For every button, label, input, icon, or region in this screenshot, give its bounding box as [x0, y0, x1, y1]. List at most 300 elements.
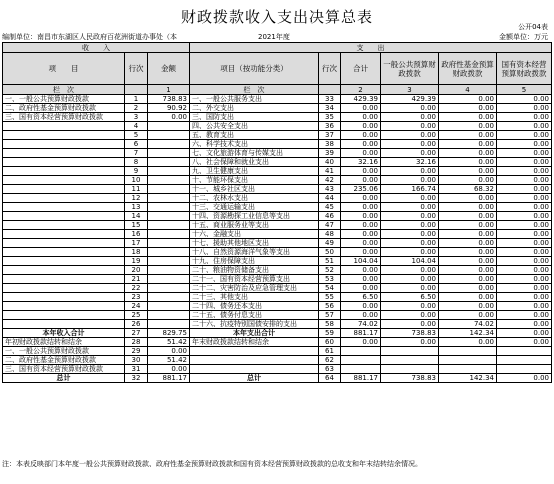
expense-line: 60 — [319, 338, 341, 347]
expense-item: 九、卫生健康支出 — [190, 167, 319, 176]
expense-total: 0.00 — [341, 311, 381, 320]
expense-item: 十一、城乡社区支出 — [190, 185, 319, 194]
general-budget-amount: 738.83 — [381, 374, 439, 383]
expense-total: 881.17 — [341, 329, 381, 338]
general-budget-amount: 0.00 — [381, 311, 439, 320]
expense-line: 57 — [319, 311, 341, 320]
income-item — [3, 293, 125, 302]
state-capital-amount: 0.00 — [497, 104, 552, 113]
general-budget-amount: 0.00 — [381, 275, 439, 284]
table-row — [3, 185, 552, 194]
compiling-unit: 编制单位：南昌市东湖区人民政府百花洲街道办事处（本 — [2, 33, 177, 41]
expense-line: 64 — [319, 374, 341, 383]
expense-line-header: 行次 — [319, 53, 341, 85]
table-row — [3, 266, 552, 275]
general-budget-amount: 166.74 — [381, 185, 439, 194]
expense-item: 十三、交通运输支出 — [190, 203, 319, 212]
income-item — [3, 239, 125, 248]
fund-budget-amount: 0.00 — [439, 212, 497, 221]
expense-total: 0.00 — [341, 131, 381, 140]
fund-budget-amount: 0.00 — [439, 302, 497, 311]
general-budget-amount: 0.00 — [381, 167, 439, 176]
general-budget-header: 一般公共预算财政拨款 — [381, 53, 439, 85]
income-item — [3, 149, 125, 158]
income-line: 30 — [125, 356, 148, 365]
expense-item — [190, 356, 319, 365]
income-item — [3, 221, 125, 230]
grand-total-row — [3, 374, 552, 383]
income-item — [3, 158, 125, 167]
table-row — [3, 257, 552, 266]
expense-line: 46 — [319, 212, 341, 221]
expense-item: 二十六、抗疫特别国债安排的支出 — [190, 320, 319, 329]
income-line: 3 — [125, 113, 148, 122]
expense-item: 十九、住房保障支出 — [190, 257, 319, 266]
expense-line: 47 — [319, 221, 341, 230]
income-item — [3, 257, 125, 266]
expense-item: 十八、自然资源海洋气象等支出 — [190, 248, 319, 257]
income-item — [3, 248, 125, 257]
fund-budget-amount: 0.00 — [439, 140, 497, 149]
expense-total: 0.00 — [341, 284, 381, 293]
income-line: 24 — [125, 302, 148, 311]
income-line: 8 — [125, 158, 148, 167]
expense-item: 年末财政拨款结转和结余 — [190, 338, 319, 347]
expense-line: 34 — [319, 104, 341, 113]
expense-line: 39 — [319, 149, 341, 158]
income-item — [3, 167, 125, 176]
total-row — [3, 329, 552, 338]
table-row — [3, 140, 552, 149]
income-line: 4 — [125, 122, 148, 131]
income-item — [3, 212, 125, 221]
general-budget-amount: 0.00 — [381, 131, 439, 140]
expense-total: 74.02 — [341, 320, 381, 329]
general-budget-amount: 0.00 — [381, 320, 439, 329]
expense-total: 0.00 — [341, 230, 381, 239]
income-line: 9 — [125, 167, 148, 176]
fund-budget-amount: 0.00 — [439, 293, 497, 302]
expense-item: 十七、援助其他地区支出 — [190, 239, 319, 248]
expense-item: 八、社会保障和就业支出 — [190, 158, 319, 167]
expense-total — [341, 347, 381, 356]
general-budget-amount: 0.00 — [381, 221, 439, 230]
income-item — [3, 140, 125, 149]
expense-line: 54 — [319, 284, 341, 293]
fund-budget-amount: 0.00 — [439, 167, 497, 176]
income-item: 本年收入合计 — [3, 329, 125, 338]
expense-item: 二、外交支出 — [190, 104, 319, 113]
expense-item: 十六、金融支出 — [190, 230, 319, 239]
income-amount: 0.00 — [148, 347, 190, 356]
state-capital-amount: 0.00 — [497, 284, 552, 293]
colcap-left: 栏 次 — [3, 85, 125, 95]
expense-line: 59 — [319, 329, 341, 338]
fund-budget-amount: 0.00 — [439, 230, 497, 239]
fund-budget-amount: 0.00 — [439, 311, 497, 320]
income-amount — [148, 158, 190, 167]
income-item: 三、国有资本经营预算财政拨款 — [3, 113, 125, 122]
header-row-sections — [3, 43, 552, 53]
income-item — [3, 185, 125, 194]
state-capital-amount: 0.00 — [497, 113, 552, 122]
income-amount — [148, 185, 190, 194]
income-item: 一、一般公共预算财政拨款 — [3, 347, 125, 356]
state-capital-amount — [497, 356, 552, 365]
expense-item: 本年支出合计 — [190, 329, 319, 338]
income-amount — [148, 140, 190, 149]
expense-line: 45 — [319, 203, 341, 212]
carry-row — [3, 356, 552, 365]
income-amount — [148, 311, 190, 320]
expense-line: 62 — [319, 356, 341, 365]
expense-item: 二十、粮油物资储备支出 — [190, 266, 319, 275]
state-capital-amount: 0.00 — [497, 302, 552, 311]
income-amount — [148, 194, 190, 203]
fund-budget-amount: 142.34 — [439, 329, 497, 338]
state-capital-amount: 0.00 — [497, 311, 552, 320]
state-capital-amount: 0.00 — [497, 176, 552, 185]
income-item — [3, 176, 125, 185]
expense-header: 支 出 — [190, 43, 552, 53]
expense-item: 三、国防支出 — [190, 113, 319, 122]
income-amount: 881.17 — [148, 374, 190, 383]
income-item — [3, 230, 125, 239]
expense-line: 53 — [319, 275, 341, 284]
income-amount — [148, 131, 190, 140]
general-budget-amount: 0.00 — [381, 302, 439, 311]
state-capital-amount: 0.00 — [497, 320, 552, 329]
expense-item-header: 项目（按功能分类） — [190, 53, 319, 85]
state-capital-amount — [497, 347, 552, 356]
state-capital-amount: 0.00 — [497, 248, 552, 257]
expense-total — [341, 356, 381, 365]
state-capital-amount: 0.00 — [497, 212, 552, 221]
income-item: 年初财政拨款结转和结余 — [3, 338, 125, 347]
general-budget-amount: 0.00 — [381, 203, 439, 212]
income-amount — [148, 257, 190, 266]
expense-total: 0.00 — [341, 122, 381, 131]
expense-line: 43 — [319, 185, 341, 194]
expense-total: 0.00 — [341, 248, 381, 257]
fund-budget-amount: 74.02 — [439, 320, 497, 329]
state-capital-amount: 0.00 — [497, 293, 552, 302]
state-capital-amount: 0.00 — [497, 122, 552, 131]
form-number: 公开04表 — [518, 23, 548, 31]
table-row — [3, 221, 552, 230]
income-item — [3, 302, 125, 311]
general-budget-amount: 104.04 — [381, 257, 439, 266]
income-line: 10 — [125, 176, 148, 185]
income-item — [3, 275, 125, 284]
state-capital-header: 国有资本经营预算财政拨款 — [497, 53, 552, 85]
expense-total: 0.00 — [341, 302, 381, 311]
income-amount — [148, 275, 190, 284]
income-amount: 829.75 — [148, 329, 190, 338]
fund-budget-amount: 0.00 — [439, 149, 497, 158]
general-budget-amount: 32.16 — [381, 158, 439, 167]
fund-budget-amount: 0.00 — [439, 176, 497, 185]
general-budget-amount — [381, 356, 439, 365]
col-number-5: 5 — [497, 85, 552, 95]
income-item: 三、国有资本经营预算财政拨款 — [3, 365, 125, 374]
general-budget-amount: 0.00 — [381, 248, 439, 257]
header-row-column-numbers — [3, 85, 552, 95]
general-budget-amount — [381, 347, 439, 356]
general-budget-amount: 0.00 — [381, 239, 439, 248]
state-capital-amount: 0.00 — [497, 158, 552, 167]
fund-budget-amount: 0.00 — [439, 257, 497, 266]
general-budget-amount: 738.83 — [381, 329, 439, 338]
expense-total: 0.00 — [341, 239, 381, 248]
table-row — [3, 104, 552, 113]
table-row — [3, 248, 552, 257]
income-item — [3, 284, 125, 293]
income-amount — [148, 122, 190, 131]
expense-total: 0.00 — [341, 104, 381, 113]
general-budget-amount: 0.00 — [381, 104, 439, 113]
general-budget-amount: 0.00 — [381, 266, 439, 275]
expense-item: 六、科学技术支出 — [190, 140, 319, 149]
expense-item: 二十四、债务还本支出 — [190, 302, 319, 311]
income-line: 19 — [125, 257, 148, 266]
expense-total: 0.00 — [341, 221, 381, 230]
state-capital-amount: 0.00 — [497, 185, 552, 194]
income-amount — [148, 167, 190, 176]
fund-budget-amount — [439, 365, 497, 374]
income-amount-header: 金额 — [148, 53, 190, 85]
income-item: 二、政府性基金预算财政拨款 — [3, 104, 125, 113]
expense-line: 55 — [319, 293, 341, 302]
state-capital-amount: 0.00 — [497, 374, 552, 383]
income-line: 14 — [125, 212, 148, 221]
expense-total: 0.00 — [341, 149, 381, 158]
table-row — [3, 230, 552, 239]
general-budget-amount: 0.00 — [381, 140, 439, 149]
expense-item: 四、公共安全支出 — [190, 122, 319, 131]
expense-line: 40 — [319, 158, 341, 167]
colcap-right-line — [319, 85, 341, 95]
income-line: 7 — [125, 149, 148, 158]
expense-total: 104.04 — [341, 257, 381, 266]
fund-budget-amount — [439, 347, 497, 356]
income-amount — [148, 203, 190, 212]
income-item-header: 项 目 — [3, 53, 125, 85]
income-line: 31 — [125, 365, 148, 374]
expense-total: 6.50 — [341, 293, 381, 302]
carry-row — [3, 338, 552, 347]
state-capital-amount: 0.00 — [497, 149, 552, 158]
expense-item: 五、教育支出 — [190, 131, 319, 140]
general-budget-amount: 0.00 — [381, 176, 439, 185]
header-row-columns — [3, 53, 552, 85]
general-budget-amount: 0.00 — [381, 230, 439, 239]
expense-total: 0.00 — [341, 113, 381, 122]
income-line: 26 — [125, 320, 148, 329]
fund-budget-amount: 0.00 — [439, 203, 497, 212]
income-line: 6 — [125, 140, 148, 149]
state-capital-amount: 0.00 — [497, 329, 552, 338]
state-capital-amount: 0.00 — [497, 275, 552, 284]
table-row — [3, 275, 552, 284]
fund-budget-amount: 0.00 — [439, 248, 497, 257]
expense-line: 63 — [319, 365, 341, 374]
income-item: 一、一般公共预算财政拨款 — [3, 95, 125, 104]
expense-line: 35 — [319, 113, 341, 122]
general-budget-amount: 0.00 — [381, 113, 439, 122]
income-amount: 51.42 — [148, 338, 190, 347]
income-amount — [148, 293, 190, 302]
income-amount — [148, 149, 190, 158]
income-header: 收 入 — [3, 43, 190, 53]
fund-budget-amount: 0.00 — [439, 275, 497, 284]
fund-budget-amount: 0.00 — [439, 113, 497, 122]
state-capital-amount — [497, 365, 552, 374]
table-row — [3, 302, 552, 311]
state-capital-amount: 0.00 — [497, 221, 552, 230]
expense-line: 58 — [319, 320, 341, 329]
income-line: 22 — [125, 284, 148, 293]
fund-budget-amount: 0.00 — [439, 95, 497, 104]
state-capital-amount: 0.00 — [497, 230, 552, 239]
fund-budget-amount: 0.00 — [439, 338, 497, 347]
expense-item: 十四、资源勘探工业信息等支出 — [190, 212, 319, 221]
expense-line: 42 — [319, 176, 341, 185]
general-budget-amount: 0.00 — [381, 284, 439, 293]
table-row — [3, 131, 552, 140]
expense-item — [190, 365, 319, 374]
expense-total: 0.00 — [341, 176, 381, 185]
income-amount: 90.92 — [148, 104, 190, 113]
expense-item: 二十二、灾害防治及应急管理支出 — [190, 284, 319, 293]
state-capital-amount: 0.00 — [497, 266, 552, 275]
general-budget-amount: 0.00 — [381, 212, 439, 221]
fund-budget-amount: 68.32 — [439, 185, 497, 194]
table-row — [3, 212, 552, 221]
expense-item: 二十一、国有资本经营预算支出 — [190, 275, 319, 284]
state-capital-amount: 0.00 — [497, 194, 552, 203]
expense-line: 36 — [319, 122, 341, 131]
carry-row — [3, 347, 552, 356]
table-row — [3, 122, 552, 131]
col-number-4: 4 — [439, 85, 497, 95]
general-budget-amount: 6.50 — [381, 293, 439, 302]
income-amount: 0.00 — [148, 113, 190, 122]
expense-line: 37 — [319, 131, 341, 140]
income-amount — [148, 302, 190, 311]
expense-total: 0.00 — [341, 338, 381, 347]
income-amount: 738.83 — [148, 95, 190, 104]
expense-item: 一、一般公共服务支出 — [190, 95, 319, 104]
table-row — [3, 311, 552, 320]
expense-total: 0.00 — [341, 266, 381, 275]
expense-total: 881.17 — [341, 374, 381, 383]
expense-total: 0.00 — [341, 203, 381, 212]
expense-item: 十五、商业服务业等支出 — [190, 221, 319, 230]
report-title: 财政拨款收入支出决算总表 — [180, 8, 373, 26]
income-line: 21 — [125, 275, 148, 284]
fund-budget-amount: 142.34 — [439, 374, 497, 383]
table-row — [3, 158, 552, 167]
fund-budget-amount: 0.00 — [439, 104, 497, 113]
expense-line: 51 — [319, 257, 341, 266]
income-item — [3, 203, 125, 212]
expense-total: 235.06 — [341, 185, 381, 194]
fund-budget-amount: 0.00 — [439, 194, 497, 203]
expense-item: 七、文化旅游体育与传媒支出 — [190, 149, 319, 158]
income-amount: 51.42 — [148, 356, 190, 365]
income-item — [3, 194, 125, 203]
state-capital-amount: 0.00 — [497, 239, 552, 248]
table-row — [3, 284, 552, 293]
fund-budget-amount: 0.00 — [439, 122, 497, 131]
income-line: 18 — [125, 248, 148, 257]
expense-line: 44 — [319, 194, 341, 203]
state-capital-amount: 0.00 — [497, 167, 552, 176]
income-line: 23 — [125, 293, 148, 302]
income-amount — [148, 284, 190, 293]
income-item — [3, 320, 125, 329]
general-budget-amount: 0.00 — [381, 122, 439, 131]
income-amount — [148, 320, 190, 329]
state-capital-amount: 0.00 — [497, 203, 552, 212]
expense-line: 61 — [319, 347, 341, 356]
table-row — [3, 320, 552, 329]
income-line-header: 行次 — [125, 53, 148, 85]
income-line: 12 — [125, 194, 148, 203]
fund-budget-amount: 0.00 — [439, 221, 497, 230]
expense-total: 32.16 — [341, 158, 381, 167]
expense-total: 429.39 — [341, 95, 381, 104]
general-budget-amount — [381, 365, 439, 374]
col-number-1: 1 — [148, 85, 190, 95]
income-line: 16 — [125, 230, 148, 239]
state-capital-amount: 0.00 — [497, 140, 552, 149]
table-row — [3, 176, 552, 185]
income-line: 25 — [125, 311, 148, 320]
table-row — [3, 203, 552, 212]
table-row — [3, 239, 552, 248]
colcap-left-line — [125, 85, 148, 95]
income-line: 20 — [125, 266, 148, 275]
fund-budget-amount — [439, 356, 497, 365]
income-amount — [148, 221, 190, 230]
income-line: 13 — [125, 203, 148, 212]
income-line: 32 — [125, 374, 148, 383]
table-row — [3, 293, 552, 302]
income-item — [3, 131, 125, 140]
fund-budget-amount: 0.00 — [439, 131, 497, 140]
income-item — [3, 266, 125, 275]
income-line: 1 — [125, 95, 148, 104]
income-item — [3, 122, 125, 131]
state-capital-amount: 0.00 — [497, 95, 552, 104]
budget-table — [2, 42, 552, 383]
report-year: 2021年度 — [258, 33, 290, 41]
expense-total: 0.00 — [341, 140, 381, 149]
general-budget-amount: 0.00 — [381, 149, 439, 158]
income-line: 5 — [125, 131, 148, 140]
expense-line: 50 — [319, 248, 341, 257]
colcap-right: 栏 次 — [190, 85, 319, 95]
expense-total — [341, 365, 381, 374]
expense-total: 0.00 — [341, 212, 381, 221]
expense-line: 41 — [319, 167, 341, 176]
income-amount — [148, 248, 190, 257]
state-capital-amount: 0.00 — [497, 338, 552, 347]
fund-budget-amount: 0.00 — [439, 284, 497, 293]
footnote: 注：本表反映部门本年度一般公共预算财政拨款、政府性基金预算财政拨款和国有资本经营预算财政拨款的总收支和年末结转结余情况。 — [2, 460, 422, 468]
